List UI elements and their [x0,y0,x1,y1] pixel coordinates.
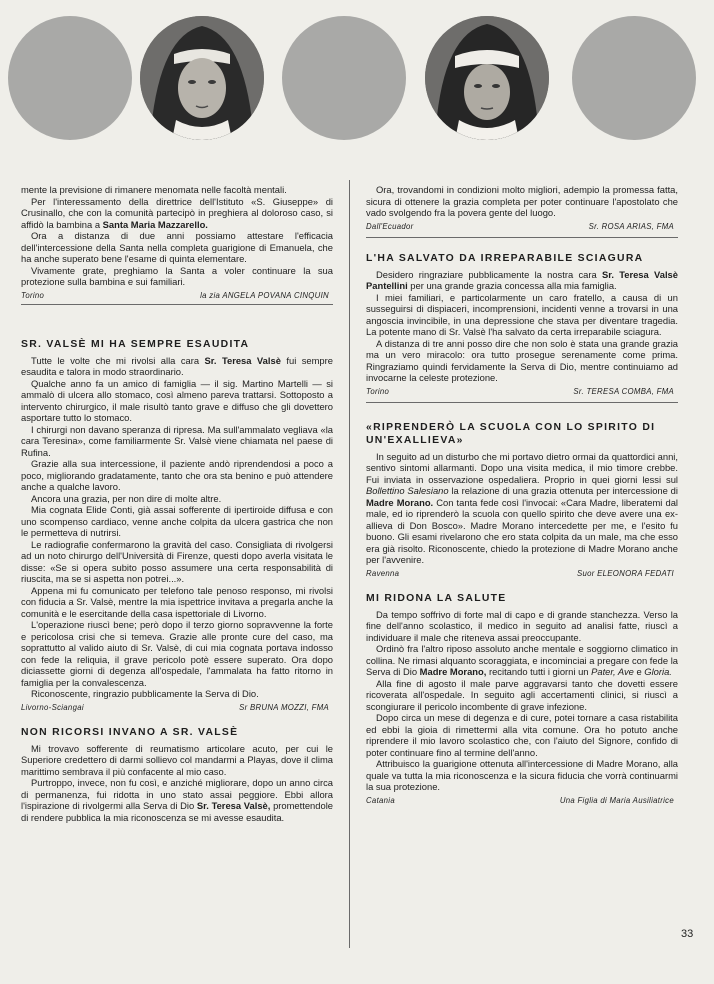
signature-place: Dall'Ecuador [366,221,414,231]
signature-author: Sr. TERESA COMBA, FMA [573,386,674,396]
signature-place: Catania [366,795,395,805]
article-paragraph: I miei familiari, e particolarmente un caro fratello, a causa di un susseguirsi di dispiaceri, incomprensioni, incidenti venne a trovarsi in una angoscia invincibile, in una depressione che stava per diventare tragedia. La potente mano di Sr. Valsè l'ha salvato da certa irreparabile sciagura. [366,291,678,337]
section-divider [366,402,678,403]
signature-place: Torino [21,290,45,300]
left-column [21,184,333,823]
article-paragraph: L'operazione riuscì bene; però dopo il terzo giorno sopravvenne la forte e pericolosa crisi che si temeva. Grazie alle pronte cure del caso, ma soprattutto al valido aiuto di Sr. Valsè, di cui mia cognata portava indosso con fede la reliquia, il grave pericolo potè essere superato. Ora dopo diciassette giorni di degenza all'ospedale, l'ammalata ha fatto ritorno in famiglia per la convalescenza. [21,619,333,688]
nun-portrait-photo [425,16,549,140]
article-paragraph: Desidero ringraziare pubblicamente la nostra cara Sr. Teresa Valsè Pantellini per una grande grazia concessa alla mia famiglia. [366,268,678,291]
signature-author: Sr BRUNA MOZZI, FMA [239,702,329,712]
article-paragraph: A distanza di tre anni posso dire che non solo è stata una grande grazia ma un vero miracolo: ora tutto prosegue serenamente come prima. Ringraziamo quindi fervidamente la Serva di Dio, mentre continuiamo ad invocarne la celeste protezione. [366,337,678,383]
article-paragraph: Vivamente grate, preghiamo la Santa a voler continuare la sua protezione sulla bambina e sui familiari. [21,264,333,287]
signature-place: Torino [366,386,390,396]
signature-author: Una Figlia di Maria Ausiliatrice [559,795,674,805]
article-title: «RIPRENDERÒ LA SCUOLA CON LO SPIRITO DI UN'EXALLIEVA» [366,421,656,446]
article-title: L'HA SALVATO DA IRREPARABILE SCIAGURA [366,252,644,264]
article-signature [366,222,678,231]
article-signature [21,703,333,712]
signature-author: Sr. ROSA ARIAS, FMA [588,221,674,231]
article-paragraph: Mi trovavo sofferente di reumatismo articolare acuto, per cui le Superiore credettero di darmi sollievo col mandarmi a Playas, dove il clima marittimo sembrava il più confacente al mio caso. [21,742,333,777]
decorative-circle [282,16,406,140]
article-paragraph: Ancora una grazia, per non dire di molte altre. [31,492,222,504]
signature-place: Ravenna [366,568,400,578]
article-title: NON RICORSI INVANO A SR. VALSÈ [21,726,239,738]
signature-place: Livorno-Sciangai [21,702,84,712]
article-paragraph: Grazie alla sua intercessione, il paziente andò riprendendosi a poco a poco, migliorando gradatamente, tanto che ora sta benino e può attendere anche a qualche lavoro. [21,458,333,492]
decorative-circle [572,16,696,140]
page-number: 33 [681,928,694,940]
article-paragraph: Per l'interessamento della direttrice dell'Istituto «S. Giuseppe» di Crusinallo, che con la comunità partecipò in preghiera al doloroso caso, si affidò la bambina a Santa Maria Mazzarello. [21,195,333,230]
article-paragraph: Riconoscente, ringrazio pubblicamente la Serva di Dio. [31,688,259,699]
article-paragraph: Ordinò fra l'altro riposo assoluto anche mentale e soggiorno climatico in collina. Ne rimasi alquanto scoraggiata, e incominciai a pregare con fede la Serva di Dio Madre Morano, recitando tutti i giorni un Pater, Ave e Gloria. [366,643,678,677]
article-signature [366,569,678,578]
decorative-circle [8,16,132,140]
article-paragraph: Tutte le volte che mi rivolsi alla cara Sr. Teresa Valsè fui sempre esaudita e talora in modo straordinario. [21,354,333,377]
article-paragraph: Ora a distanza di due anni possiamo attestare l'efficacia dell'intercessione della Santa nella completa guarigione di Emanuela, che ha anche superato bene l'esame di quinta elementare. [21,230,333,264]
article-paragraph: mente la previsione di rimanere menomata nelle facoltà mentali. [21,184,287,195]
article-signature [21,291,333,300]
article-paragraph: Qualche anno fa un amico di famiglia — il sig. Martino Martelli — si ammalò di ulcera allo stomaco, così almeno pareva trattarsi. Sottoposto a intervento chirurgico, il male risultò tanto grave e diffuso che gli dovettero asportare tutto lo stomaco. [21,377,333,423]
article-paragraph: Da tempo soffrivo di forte mal di capo e di grande stanchezza. Verso la fine dell'anno scolastico, il medico in seguito ad analisi fatte, riuscì a individuare il male che riteneva assai preoccupante. [366,608,678,643]
article-paragraph: Ora, trovandomi in condizioni molto migliori, adempio la promessa fatta, sicura di ottenere la grazia completa per poter continuare l'apostolato che vado svolgendo fra la povera gente del luogo. [366,184,678,218]
section-divider [366,237,678,238]
signature-author: la zia ANGELA POVANA CINQUIN [200,290,329,300]
article-paragraph: Appena mi fu comunicato per telefono tale penoso responso, mi rivolsi con fiducia a Sr. Valsè, mentre la mia ispettrice invitava a pregarla anche la comunità e le esercitande della casa ispettoriale di Livorno. [21,584,333,619]
article-signature [366,796,678,805]
article-title: MI RIDONA LA SALUTE [366,592,507,604]
article-paragraph: In seguito ad un disturbo che mi portavo dietro ormai da quattordici anni, sentivo sintomi allarmanti. Dopo una visita medica, il mio timore crebbe. Fui inviata in osservazione ospedaliera. Proprio in quei giorni lessi sul Bollettino Salesiano la relazione di una grazia ottenuta per intercessione di Madre Morano. Con tanta fede così l'invocai: «Cara Madre, liberatemi dal male, ed io riprenderò la scuola con quello spirito che deve avere una ex-allieva di Don Bosco». Madre Morano intercedette per me, e l'esito fu buono. Gli esami rivelarono che ero stata colpita da un male, ma che esso era già risolto. Riconoscente, chiedo la protezione di Madre Morano anche per l'avvenire. [366,450,678,565]
nun-portrait-photo [140,16,264,140]
article-paragraph: Mia cognata Elide Conti, già assai sofferente di ipertiroide diffusa e con uno scompenso cardiaco, venne anche colpita da ulcera gastrica che non le permetteva di nutrirsi. [21,504,333,538]
column-divider [349,180,350,948]
article-paragraph: Alla fine di agosto il male parve aggravarsi tanto che dovetti essere ricoverata all'ospedale. In seguito agli accertamenti clinici, si riuscì a scongiurare il pericolo incombente di grave infezione. [366,677,678,712]
article-signature [366,387,678,396]
header-photo-strip [0,10,714,150]
article-paragraph: I chirurgi non davano speranza di ripresa. Ma sull'ammalato vegliava «la cara Teresina», come familiarmente Sr. Valsè viene chiamata nel paese di Rufina. [21,423,333,458]
article-paragraph: Le radiografie confermarono la gravità del caso. Consigliata di rivolgersi ad un noto chirurgo dell'Università di Firenze, questi dopo averla visitata le disse: «Se si opera subito posso assumere una certa responsabilità di riuscita, ma se si aspetta non potrei...». [21,538,333,584]
section-divider [21,304,333,305]
article-paragraph: Attribuisco la guarigione ottenuta all'intercessione di Madre Morano, alla quale va tutta la mia riconoscenza e la sicura fiducia che vorrà continuarmi la sua protezione. [366,758,678,792]
article-paragraph: Dopo circa un mese di degenza e di cure, potei tornare a casa ristabilita ed ebbi la gioia di rimettermi alla vita comune. Ora ho potuto anche riprendere il mio lavoro scolastico che, con l'aiuto del Signore, confido di poter continuare fino al termine dell'anno. [366,712,678,758]
article-paragraph: Purtroppo, invece, non fu così, e anziché migliorare, dopo un anno circa di permanenza, fui ridotta in uno stato assai peggiore. Ebbi allora l'ispirazione di rivolgermi alla Serva di Dio Sr. Teresa Valsè, promettendole di rendere pubblica la mia riconoscenza se mi avesse esaudita. [21,777,333,823]
article-title: SR. VALSÈ MI HA SEMPRE ESAUDITA [21,338,250,350]
right-column [366,184,678,805]
signature-author: Suor ELEONORA FEDATI [577,568,674,578]
